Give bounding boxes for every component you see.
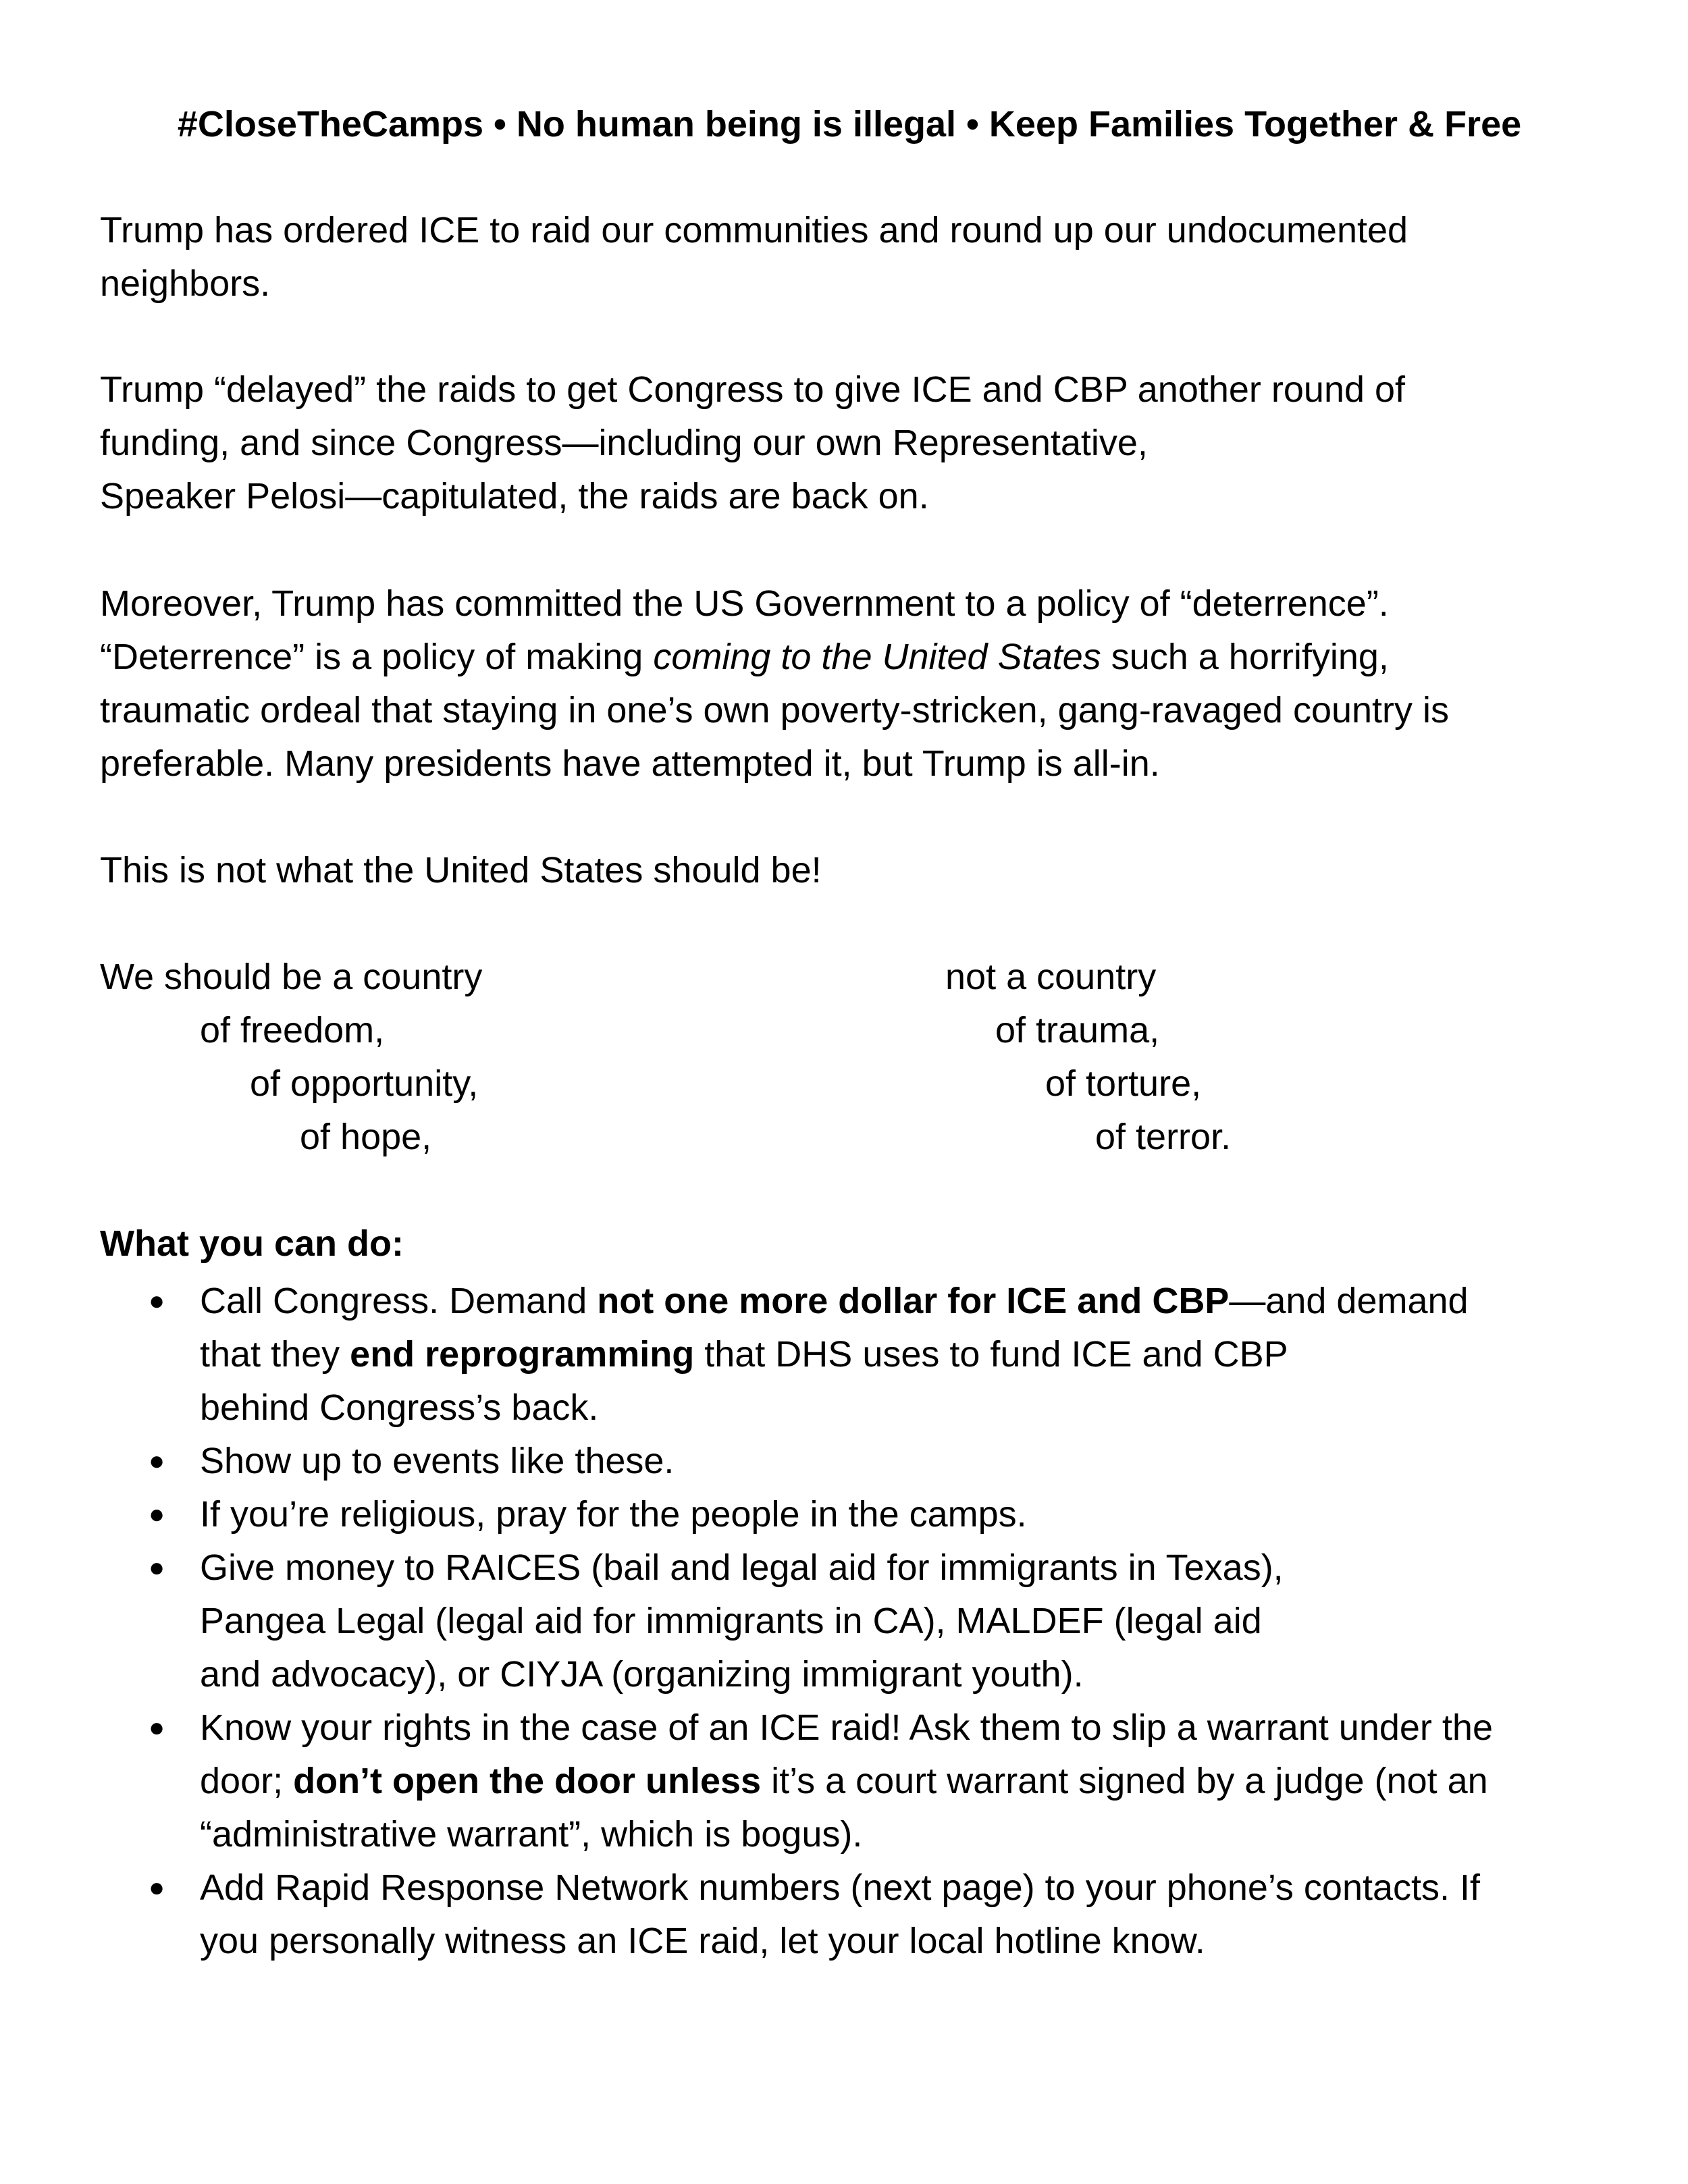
list-item [100,1701,1493,1861]
text-run: that DHS uses to fund ICE and CBP [694,1334,1288,1375]
text-line: Show up to events like these. [200,1441,675,1481]
text-line: Moreover, Trump has committed the US Government to a policy of “deterrence”. [100,583,1389,624]
text-line: If you’re religious, pray for the people in the camps. [200,1494,1027,1535]
text-line [200,1328,1493,1381]
text-run: Call Congress. Demand [200,1281,598,1321]
left-column-line: of hope, [300,1117,432,1157]
paragraph-deterrence [100,577,1449,791]
actions-heading: What you can do: [100,1223,404,1264]
list-item [100,1275,1493,1435]
text-run: —and demand [1229,1281,1469,1321]
bold-text: end reprogramming [350,1334,695,1375]
text-line: behind Congress’s back. [200,1387,599,1428]
text-line: Give money to RAICES (bail and legal aid for immigrants in Texas), [200,1547,1284,1588]
text-run: it’s a court warrant signed by a judge (not an [761,1761,1488,1801]
right-column-line: not a country [945,957,1157,997]
bullet-icon: ● [149,1286,165,1316]
text-line: neighbors. [100,263,271,304]
bullet-icon: ● [149,1873,165,1902]
page-title: #CloseTheCamps • No human being is illegal • Keep Families Together & Free [177,104,1522,144]
text-run: such a horrifying, [1101,637,1389,677]
text-line: traumatic ordeal that staying in one’s own poverty-stricken, gang-ravaged country is [100,690,1450,730]
bullet-icon: ● [149,1446,165,1476]
list-item [100,1541,1493,1701]
text-line: you personally witness an ICE raid, let your local hotline know. [200,1921,1205,1961]
text-line: Pangea Legal (legal aid for immigrants in CA), MALDEF (legal aid [200,1601,1262,1641]
text-line: “administrative warrant”, which is bogus). [200,1814,863,1855]
right-column-line: of trauma, [995,1010,1160,1050]
text-line: Know your rights in the case of an ICE raid! Ask them to slip a warrant under the [200,1707,1493,1748]
right-column-line: of terror. [1095,1117,1232,1157]
bullet-icon: ● [149,1553,165,1582]
text-run: that they [200,1334,350,1375]
text-line: funding, and since Congress—including our own Representative, [100,423,1148,463]
left-column-line: of freedom, [200,1010,385,1050]
text-line: Add Rapid Response Network numbers (next page) to your phone’s contacts. If [200,1867,1481,1908]
text-line: Trump has ordered ICE to raid our communities and round up our undocumented [100,210,1408,250]
text-line: Speaker Pelosi—capitulated, the raids are back on. [100,476,929,516]
italic-text: coming to the United States [653,637,1101,677]
bold-text: don’t open the door unless [293,1761,762,1801]
paragraph-delayed-raids [100,363,1405,523]
text-line: Trump “delayed” the raids to get Congress to give ICE and CBP another round of [100,369,1406,410]
text-line [200,1755,1493,1808]
text-line: and advocacy), or CIYJA (organizing immigrant youth). [200,1654,1084,1695]
text-line [200,1275,1493,1328]
bullet-icon: ● [149,1713,165,1742]
actions-list [100,1275,1493,1968]
bold-text: not one more dollar for ICE and CBP [597,1281,1230,1321]
text-line: preferable. Many presidents have attempted it, but Trump is all-in. [100,743,1160,784]
bullet-icon: ● [149,1499,165,1529]
text-line [100,631,1449,684]
list-item [100,1488,1493,1541]
list-item [100,1861,1493,1968]
paragraph-raids [100,204,1408,311]
text-run: “Deterrence” is a policy of making [100,637,654,677]
paragraph-statement: This is not what the United States should be! [100,850,822,890]
text-run: door; [200,1761,294,1801]
left-column-line: We should be a country [100,957,483,997]
right-column-line: of torture, [1045,1063,1202,1104]
list-item [100,1435,1493,1488]
left-column-line: of opportunity, [250,1063,479,1104]
